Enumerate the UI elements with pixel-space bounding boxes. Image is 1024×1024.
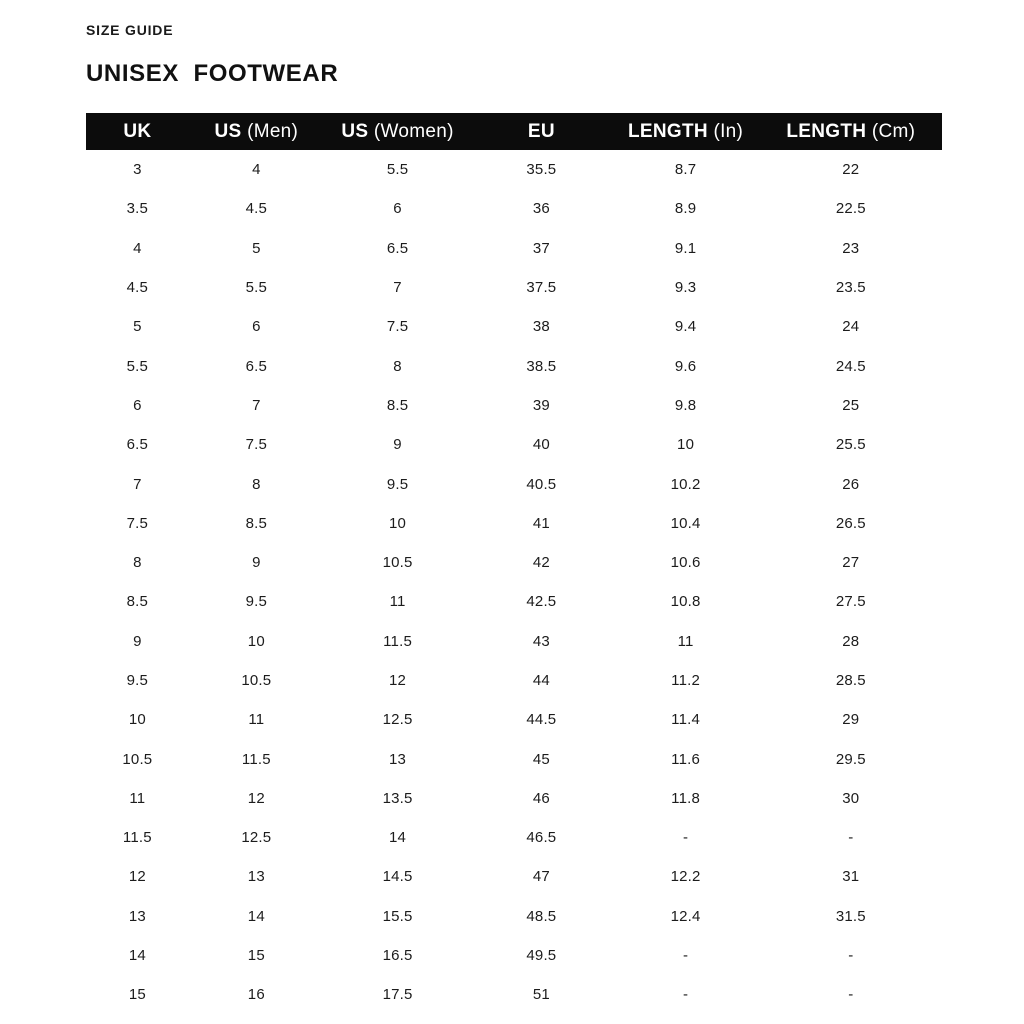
size-cell: 27 xyxy=(842,554,860,572)
size-cell: 22 xyxy=(842,161,860,179)
size-cell: 16 xyxy=(247,986,265,1004)
size-cell: 12 xyxy=(247,789,265,807)
size-cell: 9 xyxy=(133,632,142,650)
size-cell: 9.5 xyxy=(386,475,409,493)
table-row xyxy=(86,936,942,975)
size-cell: 12 xyxy=(128,868,146,886)
table-row xyxy=(86,425,942,464)
table-row xyxy=(86,975,942,1014)
table-row xyxy=(86,150,942,189)
table-row xyxy=(86,386,942,425)
size-cell: 11.4 xyxy=(671,711,701,729)
size-cell: 6.5 xyxy=(126,436,149,454)
size-cell: 38.5 xyxy=(526,357,557,375)
size-cell: 17.5 xyxy=(382,986,413,1004)
size-cell: 46.5 xyxy=(526,829,557,847)
size-cell: 10 xyxy=(247,632,265,650)
size-cell: - xyxy=(848,947,854,965)
size-cell: - xyxy=(682,947,689,965)
size-cell: - xyxy=(848,986,854,1004)
size-cell: 4 xyxy=(133,239,142,257)
size-cell: 6 xyxy=(252,318,261,336)
size-cell: 13 xyxy=(247,868,265,886)
size-cell: 11.5 xyxy=(383,632,412,650)
size-cell: 10.5 xyxy=(241,672,272,689)
size-cell: 14 xyxy=(389,829,407,847)
page-title: UNISEX FOOTWEAR xyxy=(86,60,339,87)
size-cell: 13 xyxy=(389,750,407,768)
size-cell: 10.8 xyxy=(670,593,701,611)
table-row xyxy=(86,818,942,857)
size-cell: 31 xyxy=(842,868,860,886)
size-cell: 29 xyxy=(842,711,860,729)
size-cell: 23 xyxy=(842,239,860,257)
size-cell: 10.5 xyxy=(382,554,413,572)
size-cell: 51 xyxy=(532,986,550,1004)
size-cell: 9 xyxy=(252,554,261,572)
size-cell: 39 xyxy=(532,396,550,414)
size-cell: 10 xyxy=(389,514,407,532)
column-header xyxy=(471,113,611,150)
size-cell: 8 xyxy=(393,357,402,375)
column-header xyxy=(189,113,324,150)
size-cell: 10 xyxy=(677,436,695,454)
column-header xyxy=(612,113,760,150)
size-cell: 8.9 xyxy=(674,200,697,218)
size-cell: 29.5 xyxy=(835,750,866,768)
size-cell: 8 xyxy=(133,554,142,572)
size-cell: 13.5 xyxy=(382,789,413,807)
size-cell: 22.5 xyxy=(835,200,866,218)
column-header-qualifier: (In) xyxy=(707,120,744,142)
size-cell: 9.6 xyxy=(674,357,697,375)
column-header-qualifier: (Men) xyxy=(241,120,299,142)
size-cell: 12.5 xyxy=(382,711,413,729)
size-cell: 24.5 xyxy=(835,357,866,375)
size-cell: 10.4 xyxy=(670,514,701,532)
size-cell: 43 xyxy=(532,632,550,650)
size-cell: - xyxy=(682,986,689,1004)
table-row xyxy=(86,543,942,582)
size-cell: 7 xyxy=(252,396,261,414)
column-header xyxy=(86,113,189,150)
table-row xyxy=(86,857,942,896)
size-cell: 25 xyxy=(842,396,860,414)
table-row xyxy=(86,229,942,268)
size-cell: - xyxy=(848,829,854,847)
size-cell: 7.5 xyxy=(386,318,409,336)
size-cell: 7 xyxy=(393,279,402,297)
size-cell: 9 xyxy=(393,436,402,454)
table-row xyxy=(86,897,942,936)
size-cell: 5.5 xyxy=(245,279,268,297)
size-cell: 5 xyxy=(133,318,142,336)
size-cell: 4.5 xyxy=(245,200,268,218)
table-row xyxy=(86,582,942,621)
size-cell: 8 xyxy=(252,475,261,493)
size-cell: 5 xyxy=(252,239,261,257)
size-cell: 42 xyxy=(532,554,550,572)
column-header-qualifier: (Cm) xyxy=(866,120,916,142)
size-cell: 46 xyxy=(532,789,550,807)
size-cell: 6.5 xyxy=(245,357,268,375)
size-cell: 36 xyxy=(532,200,550,218)
size-cell: 41 xyxy=(532,514,550,532)
table-body xyxy=(86,150,942,1015)
column-header-unit: LENGTH xyxy=(786,120,867,142)
size-cell: 11 xyxy=(389,593,406,611)
size-cell: 11.8 xyxy=(671,789,701,807)
column-header xyxy=(324,113,471,150)
size-cell: 49.5 xyxy=(526,947,557,965)
size-cell: 12.5 xyxy=(241,829,272,847)
table-row xyxy=(86,779,942,818)
size-cell: 14 xyxy=(128,947,146,965)
size-cell: 48.5 xyxy=(526,907,557,925)
size-cell: 26.5 xyxy=(835,514,866,532)
column-header-unit: UK xyxy=(123,120,152,142)
size-cell: 23.5 xyxy=(835,279,866,297)
size-cell: 24 xyxy=(842,318,860,336)
size-cell: 37 xyxy=(532,239,550,257)
size-cell: 9.3 xyxy=(674,279,697,297)
size-cell: 4 xyxy=(252,161,261,179)
size-cell: 11.5 xyxy=(122,829,152,847)
size-cell: 14.5 xyxy=(382,868,413,886)
size-cell: 5.5 xyxy=(126,357,149,375)
column-header-qualifier: (Women) xyxy=(368,120,454,142)
table-row xyxy=(86,189,942,228)
size-cell: 26 xyxy=(842,475,860,493)
column-header-unit: US xyxy=(341,120,369,142)
size-cell: 11.6 xyxy=(671,750,701,768)
size-cell: 30 xyxy=(842,789,860,807)
size-guide-label: SIZE GUIDE xyxy=(86,22,174,38)
size-cell: 44.5 xyxy=(526,711,557,729)
size-cell: 11 xyxy=(248,711,265,729)
size-cell: 9.8 xyxy=(674,396,697,414)
table-row xyxy=(86,622,942,661)
size-cell: 4.5 xyxy=(126,279,149,297)
size-cell: 37.5 xyxy=(526,279,557,297)
table-row xyxy=(86,661,942,700)
size-cell: 12 xyxy=(389,672,407,689)
size-cell: 8.5 xyxy=(126,593,149,611)
size-cell: 5.5 xyxy=(386,161,409,179)
size-cell: 7.5 xyxy=(245,436,268,454)
size-cell: - xyxy=(682,829,689,847)
size-cell: 6.5 xyxy=(386,239,409,257)
size-cell: 40 xyxy=(532,436,550,454)
size-cell: 11 xyxy=(129,789,146,807)
size-cell: 9.5 xyxy=(126,672,149,689)
size-cell: 9.1 xyxy=(674,239,697,257)
size-cell: 3.5 xyxy=(126,200,149,218)
table-row xyxy=(86,346,942,385)
size-cell: 15 xyxy=(247,947,265,965)
size-cell: 10.5 xyxy=(122,750,153,768)
size-cell: 12.2 xyxy=(670,868,701,886)
size-cell: 28 xyxy=(842,632,860,650)
size-cell: 15.5 xyxy=(382,907,413,925)
size-cell: 14 xyxy=(247,907,265,925)
column-header xyxy=(760,113,942,150)
size-cell: 8.7 xyxy=(674,161,697,179)
table-row xyxy=(86,700,942,739)
table-row xyxy=(86,739,942,778)
table-row xyxy=(86,464,942,503)
size-cell: 8.5 xyxy=(245,514,268,532)
size-cell: 6 xyxy=(393,200,402,218)
size-cell: 45 xyxy=(532,750,550,768)
column-header-unit: US xyxy=(214,120,242,142)
size-cell: 47 xyxy=(532,868,550,886)
size-cell: 9.4 xyxy=(674,318,697,336)
size-cell: 12.4 xyxy=(670,907,701,925)
size-cell: 7.5 xyxy=(126,514,149,532)
size-cell: 38 xyxy=(532,318,550,336)
size-cell: 16.5 xyxy=(382,947,413,965)
size-cell: 15 xyxy=(128,986,146,1004)
size-conversion-table xyxy=(86,113,942,1015)
size-cell: 31.5 xyxy=(835,907,866,925)
size-cell: 28.5 xyxy=(835,672,866,689)
table-row xyxy=(86,504,942,543)
size-cell: 44 xyxy=(532,672,550,689)
table-header-row xyxy=(86,113,942,150)
size-cell: 11.5 xyxy=(241,750,271,768)
size-cell: 9.5 xyxy=(245,593,268,611)
size-cell: 27.5 xyxy=(835,593,866,611)
table-row xyxy=(86,307,942,346)
table-row xyxy=(86,268,942,307)
size-cell: 10.2 xyxy=(670,475,701,493)
size-cell: 6 xyxy=(133,396,142,414)
size-cell: 10.6 xyxy=(670,554,701,572)
size-cell: 35.5 xyxy=(526,161,557,179)
size-cell: 8.5 xyxy=(386,396,409,414)
size-cell: 3 xyxy=(133,161,142,179)
size-cell: 25.5 xyxy=(835,436,866,454)
size-cell: 40.5 xyxy=(526,475,557,493)
size-cell: 11.2 xyxy=(671,672,701,689)
size-cell: 13 xyxy=(128,907,146,925)
size-cell: 10 xyxy=(128,711,146,729)
size-cell: 7 xyxy=(133,475,142,493)
column-header-unit: EU xyxy=(527,120,555,142)
column-header-unit: LENGTH xyxy=(627,120,708,142)
size-cell: 11 xyxy=(677,632,694,650)
table-head xyxy=(86,113,942,150)
size-cell: 42.5 xyxy=(526,593,557,611)
